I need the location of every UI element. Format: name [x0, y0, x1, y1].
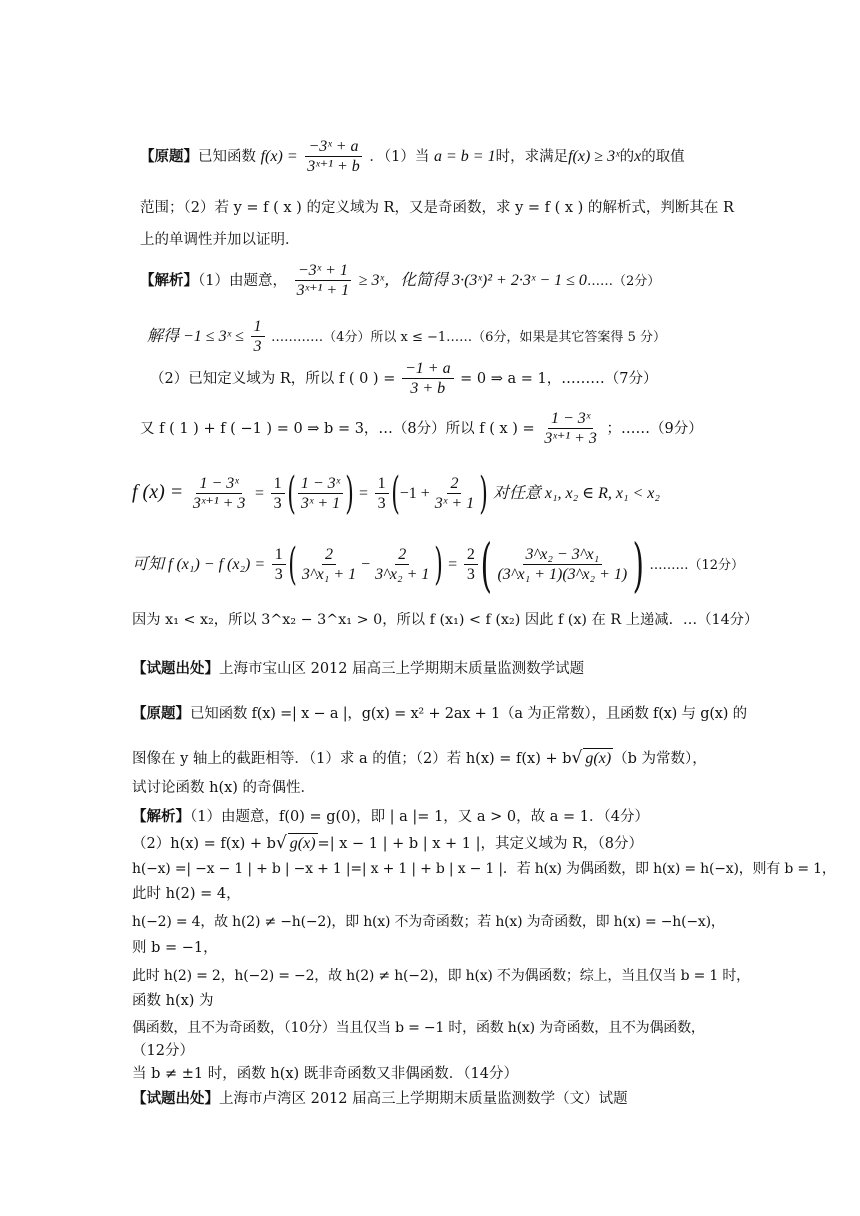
part1b-text: 时，求满足: [495, 148, 569, 165]
eq2-b-den: 3^x₂ + 1: [375, 565, 430, 583]
p2-solution-step6: 则 b = −1，: [132, 940, 218, 956]
step2-numerator: 1: [251, 318, 265, 337]
eq1-fraction3: [432, 475, 477, 513]
step1-points: ……（2分）: [586, 273, 661, 289]
eq2-c-num: 3^x₂ − 3^x₁: [523, 546, 603, 565]
eq1-one-third-a: [271, 475, 285, 513]
sqrt-content: g(x): [289, 835, 316, 852]
variable-x: x: [634, 147, 642, 165]
eq1-third-den-b: 3: [377, 494, 386, 512]
right-paren: ): [345, 468, 355, 519]
eq1-third-num-a: 1: [271, 475, 285, 494]
p2-solution-step9: 偶函数，且不为奇函数，（10分）当且仅当 b = −1 时，函数 h(x) 为奇函数，且不为偶函数，: [132, 1020, 705, 1036]
p1-stem-line: [140, 138, 685, 176]
p2-stem: 已知函数 f(x) =| x − a |，g(x) = x² + 2ax + 1（a 为正常数），且函数 f(x) 与 g(x) 的: [190, 706, 747, 722]
eq1-fraction2: [298, 475, 343, 513]
step1-denominator: 3ˣ⁺¹ + 1: [296, 281, 350, 299]
eq2-fraction-c: [494, 546, 630, 584]
p1-line3: 上的单调性并加以证明．: [140, 232, 300, 248]
eq1-minus-one: −1 +: [399, 485, 430, 502]
p2-solution-step11: 当 b ≠ ±1 时，函数 h(x) 既非奇函数又非偶函数．（14分）: [132, 1066, 518, 1082]
eq2-two-num: 2: [464, 546, 478, 565]
step3-numerator: −1 + a: [402, 360, 454, 379]
p2-solution-step5: h(−2) = 4，故 h(2) ≠ −h(−2)，即 h(x) 不为奇函数；若 h(x) 为奇函数，即 h(x) = −h(−x)，: [132, 914, 725, 930]
minus-sign: −: [361, 556, 371, 573]
origin-label: 【原题】: [140, 147, 198, 165]
eq1-one-third-b: [375, 475, 389, 513]
p1-conclusion: 因为 x₁ < x₂，所以 3^x₂ − 3^x₁ > 0，所以 f (x₁) < f (x₂) 因此 f (x) 在 R 上递减．…（14分）: [132, 612, 759, 628]
eq2-b-num: 2: [395, 546, 409, 565]
eq2-a-den: 3^x₁ + 1: [301, 565, 357, 583]
step4-tail: ；……（9分）: [606, 420, 703, 437]
solution-label: 【解析】: [132, 808, 190, 825]
sqrt-symbol: √: [571, 748, 583, 768]
part1c-text: 的: [619, 148, 635, 165]
source-label: 【试题出处】: [132, 1090, 219, 1107]
step4-fraction: [541, 410, 600, 448]
step2-denominator: 3: [253, 337, 262, 355]
p2-line1: [132, 705, 747, 723]
part1d-text: 的取值: [641, 148, 685, 165]
part1-text: ．（1）当: [369, 148, 430, 165]
step1-expression: ≥ 3ˣ，化简得 3·(3ˣ)² + 2·3ˣ − 1 ≤ 0: [358, 271, 587, 289]
eq1-tail: 对任意 x₁, x₂ ∈ R, x₁ < x₂: [492, 485, 660, 502]
p2-line2: [132, 748, 707, 768]
p2-source: [132, 1090, 628, 1108]
p1-solution-step4: [140, 410, 703, 448]
step3-fraction: [402, 360, 454, 398]
fx-expression: f(x) =: [260, 147, 298, 165]
sqrt-content: g(x): [585, 750, 612, 767]
step3-text: （2）已知定义域为 R，所以 f ( 0 ) =: [150, 370, 396, 387]
left-paren: (: [288, 539, 297, 590]
eq2-head: 可知 f (x₁) − f (x₂) =: [132, 556, 266, 573]
origin-label: 【原题】: [132, 705, 190, 722]
function-fraction: [304, 138, 363, 176]
eq2-a-num: 2: [322, 546, 336, 565]
p1-equation2: [132, 531, 744, 599]
eq1-numerator2: 1 − 3ˣ: [298, 475, 343, 494]
condition-expression: a = b = 1: [433, 147, 496, 165]
p2-solution-step2: [132, 833, 643, 853]
eq1-numerator3: 2: [447, 475, 461, 494]
left-paren: (: [480, 531, 492, 599]
p2-solution-step8: 函数 h(x) 为: [132, 993, 214, 1009]
p1-solution-step1: [140, 262, 660, 300]
eq1-denominator1: 3ˣ⁺¹ + 3: [192, 494, 246, 512]
eq1-numerator1: 1 − 3ˣ: [196, 475, 241, 494]
p2-line3: 试讨论函数 h(x) 的奇偶性．: [132, 780, 316, 796]
left-paren: (: [286, 468, 296, 519]
eq2-fraction-a: [299, 546, 359, 584]
p2-step2-tail: =| x − 1 | + b | x + 1 |，其定义域为 R，（8分）: [317, 836, 643, 852]
eq2-fraction-b: [372, 546, 432, 584]
step4-numerator: 1 − 3ˣ: [548, 410, 593, 429]
p2-line2-tail: （b 为常数），: [613, 751, 707, 767]
eq1-third-num-b: 1: [375, 475, 389, 494]
p1-solution-step3: [150, 360, 658, 398]
right-paren: ): [632, 531, 645, 599]
inequality-expression: f(x) ≥ 3ˣ: [568, 147, 620, 165]
eq2-equals: =: [448, 556, 458, 573]
step2-fraction: [251, 318, 265, 356]
p1-solution-step2: [147, 318, 666, 356]
p1-line2: 范围；（2）若 y = f ( x ) 的定义域为 R，又是奇函数，求 y = f ( x ) 的解析式，判断其在 R: [140, 200, 734, 216]
p2-step2-text: （2）h(x) = f(x) + b: [132, 836, 276, 852]
eq2-third-num: 1: [272, 546, 286, 565]
step2-text: …………（4分）所以 x ≤ −1……（6分，如果是其它答案得 5 分）: [271, 329, 666, 345]
p2-solution-step4: 此时 h(2) = 4，: [132, 886, 241, 902]
p2-solution-step1: [132, 808, 649, 826]
source-text: 上海市卢湾区 2012 届高三上学期期末质量监测数学（文）试题: [219, 1091, 628, 1107]
step1-numerator: −3ˣ + 1: [295, 262, 351, 281]
step3-tail: = 0 ⇒ a = 1，………（7分）: [460, 370, 658, 387]
step2-expression: 解得 −1 ≤ 3ˣ ≤: [147, 327, 244, 345]
eq1-denominator3: 3ˣ + 1: [434, 494, 475, 512]
p1-source: [132, 660, 584, 678]
p2-step1-text: （1）由题意，f(0) = g(0)，即 | a |= 1，又 a > 0，故 a = 1．（4分）: [190, 809, 649, 825]
step4-text: 又 f ( 1 ) + f ( −1 ) = 0 ⇒ b = 3，…（8分）所以 f ( x ) =: [140, 420, 535, 437]
source-text: 上海市宝山区 2012 届高三上学期期末质量监测数学试题: [219, 661, 585, 677]
eq2-two-den: 3: [466, 565, 475, 583]
eq1-fraction1: [190, 475, 249, 513]
p2-solution-step7: 此时 h(2) = 2，h(−2) = −2，故 h(2) ≠ h(−2)，即 h(x) 不为偶函数；综上，当且仅当 b = 1 时，: [132, 968, 750, 984]
step1-fraction: [294, 262, 353, 300]
source-label: 【试题出处】: [132, 660, 219, 677]
eq1-fx: f (x) =: [132, 481, 184, 503]
left-paren: (: [390, 468, 400, 519]
eq2-two-thirds: [464, 546, 478, 584]
right-paren: ): [434, 539, 444, 590]
step4-denominator: 3ˣ⁺¹ + 3: [544, 429, 597, 447]
p2-line2-text: 图像在 y 轴上的截距相等．（1）求 a 的值；（2）若 h(x) = f(x) + b: [132, 751, 572, 767]
eq2-points: ………（12分）: [649, 558, 744, 573]
eq2-c-den: (3^x₁ + 1)(3^x₂ + 1): [497, 565, 628, 583]
step1-text: （1）由题意，: [198, 272, 287, 289]
eq1-third-den-a: 3: [273, 494, 282, 512]
p1-equation1: [132, 468, 660, 519]
fraction-denominator: 3ˣ⁺¹ + b: [307, 157, 360, 175]
right-paren: ): [479, 468, 488, 519]
solution-label: 【解析】: [140, 271, 198, 289]
eq2-one-third: [272, 546, 286, 584]
p2-solution-step10: （12分）: [132, 1043, 194, 1059]
sqrt-symbol: √: [275, 833, 287, 853]
stem-text: 已知函数: [198, 148, 256, 165]
fraction-numerator: −3ˣ + a: [305, 138, 361, 157]
eq1-denominator2: 3ˣ + 1: [300, 494, 341, 512]
eq2-third-den: 3: [274, 565, 283, 583]
p2-solution-step3: h(−x) =| −x − 1 | + b | −x + 1 |=| x + 1 | + b | x − 1 |．若 h(x) 为偶函数，即 h(x) = h(−x)，则有 b = 1，: [132, 861, 836, 877]
eq1-equals2: =: [358, 485, 368, 502]
eq1-equals1: =: [255, 485, 265, 502]
step3-denominator: 3 + b: [410, 379, 446, 397]
